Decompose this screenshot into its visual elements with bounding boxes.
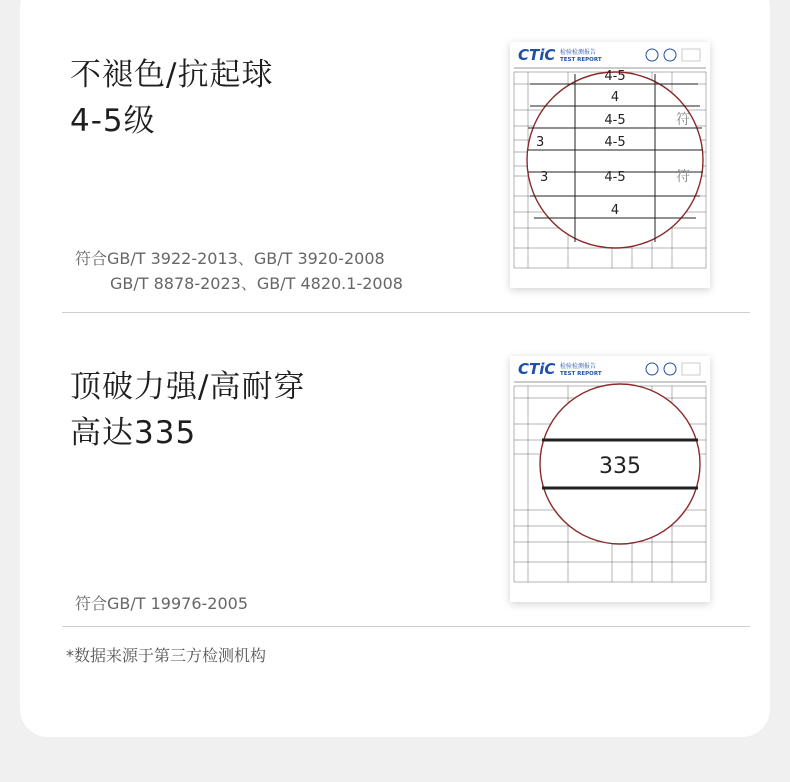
zoom-magnifier [540,384,700,544]
cnas-badge-icon [664,49,676,61]
section1-std-line2: GB/T 8878-2023、GB/T 4820.1-2008 [110,274,403,293]
section2-title-line1: 顶破力强/高耐穿 [70,369,306,405]
report-title-en: TEST REPORT [560,371,602,377]
section1-title [70,52,273,144]
cnas-badge-icon [664,363,676,375]
zoom-value-335: 335 [599,454,641,479]
section1-std-line1: 符合GB/T 3922-2013、GB/T 3920-2008 [75,249,385,268]
ilac-badge-icon [646,363,658,375]
divider-2 [62,626,750,627]
zoom-value-4: 4-5 [604,135,626,150]
section1-title-line1: 不褪色/抗起球 [70,57,274,93]
report-title-cn: 检验检测报告 [560,363,597,370]
section1-test-report-image [510,42,710,288]
zoom-left-partial-1: 3 [536,135,545,150]
zoom-value-5: 4-5 [604,170,626,185]
section1-standards [75,246,403,296]
ilac-badge-icon [646,49,658,61]
report-title-cn: 检验检测报告 [560,49,597,56]
section2-title-line2: 高达335 [70,415,197,451]
zoom-left-partial-2: 3 [540,170,549,185]
qr-stamp-icon [682,363,700,375]
section2-std-line1: 符合GB/T 19976-2005 [75,594,249,613]
section1-title-line2: 4-5级 [70,103,156,139]
divider-1 [62,312,750,313]
section2-title [70,364,305,456]
footnote: *数据来源于第三方检测机构 [66,646,267,665]
zoom-value-3: 4-5 [604,113,626,128]
report-logo: CTiC [518,46,556,64]
report-title-en: TEST REPORT [560,57,602,63]
zoom-value-1: 4-5 [604,69,626,84]
zoom-right-partial-1: 符 [676,112,690,128]
zoom-right-partial-2: 符 [676,169,690,185]
content-card [20,0,770,737]
zoom-value-6: 4 [610,203,620,218]
zoom-magnifier [527,69,703,248]
qr-stamp-icon [682,49,700,61]
section2-standards [75,591,248,616]
zoom-value-2: 4 [610,90,620,105]
report-logo: CTiC [518,360,556,378]
section2-test-report-image [510,356,710,602]
